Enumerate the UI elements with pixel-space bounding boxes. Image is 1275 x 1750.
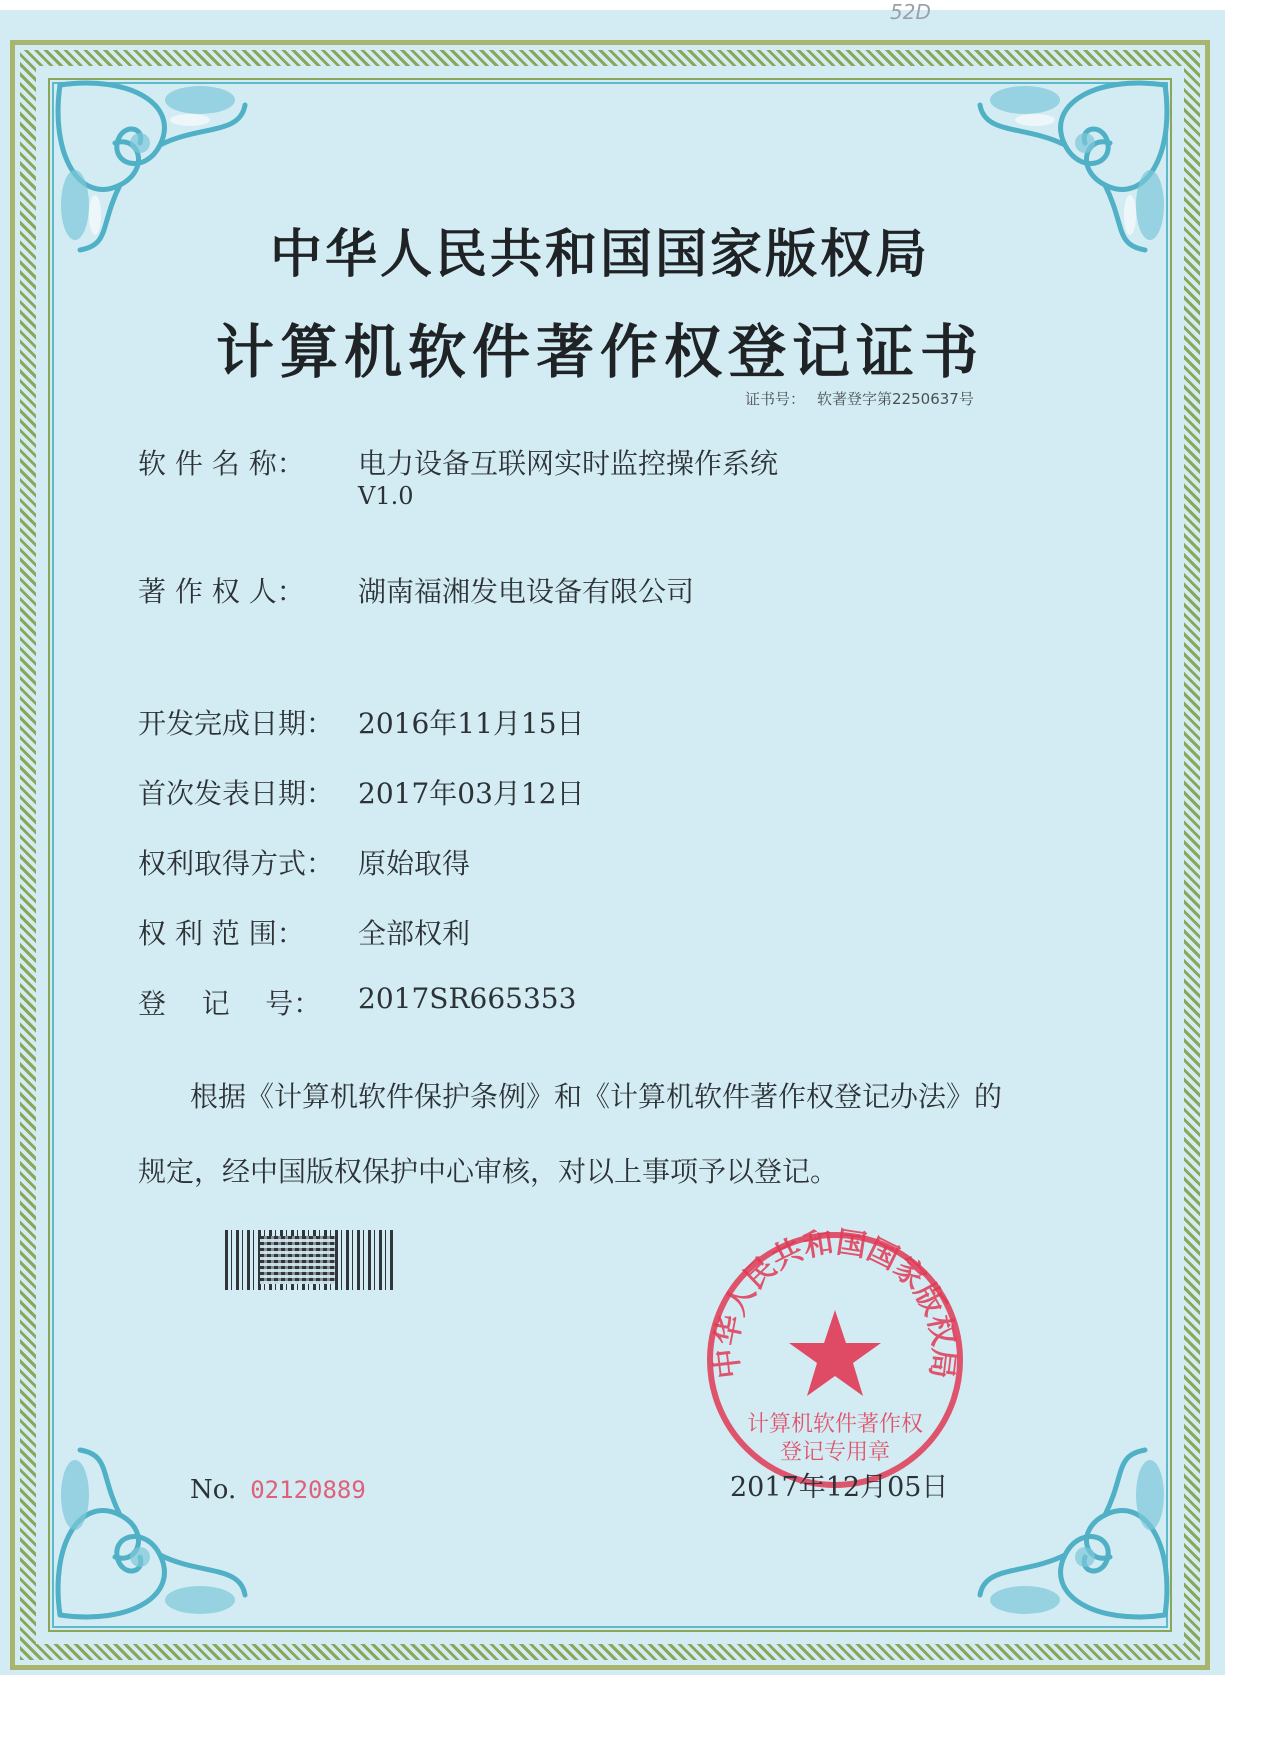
field-first-publication-date [138,772,585,812]
statement-line-2: 规定，经中国版权保护中心审核，对以上事项予以登记。 [138,1155,839,1188]
svg-text:登记专用章: 登记专用章 [779,1440,891,1465]
serial-number-label: No. [190,1475,237,1505]
official-seal [700,1225,970,1495]
field-value: 2017SR665353 [358,982,577,1015]
field-value: 2016年11月15日 [358,707,585,740]
field-value: 2017年03月12日 [358,777,585,810]
certificate-sheet [0,10,1225,1675]
statement-line-1: 根据《计算机软件保护条例》和《计算机软件著作权登记办法》的 [190,1080,1003,1113]
corner-ornament-bottom-right [965,1445,1185,1635]
field-rights-scope [138,912,470,952]
certificate-title: 计算机软件著作权登记证书 [215,318,984,386]
handwritten-mark: 52D [890,0,931,24]
certificate-number-label: 证书号： [745,390,806,408]
field-label: 开发完成日期： [138,707,335,740]
corner-ornament-bottom-left [40,1445,260,1635]
certificate-number [745,388,974,409]
serial-number-value: 02120889 [250,1476,366,1504]
field-acquisition-method [138,842,470,882]
field-label: 登 记 号： [138,987,322,1020]
field-value: 电力设备互联网实时监控操作系统 V1.0 [358,447,779,510]
field-value: 全部权利 [358,917,471,950]
serial-number [190,1475,366,1505]
field-label: 权 利 范 围： [138,917,305,950]
field-registration-no [138,982,576,1022]
barcode [225,1230,395,1290]
issuer-title: 中华人民共和国国家版权局 [269,224,930,285]
field-label: 权利取得方式： [138,847,335,880]
field-label: 首次发表日期： [138,777,335,810]
field-value: 湖南福湘发电设备有限公司 [358,575,695,608]
field-label: 软 件 名 称： [138,447,305,480]
svg-text:中华人民共和国国家版权局: 中华人民共和国国家版权局 [709,1225,961,1381]
issue-date: 2017年12月05日 [730,1472,949,1503]
svg-text:计算机软件著作权: 计算机软件著作权 [746,1412,924,1437]
certificate-number-value: 软著登字第2250637号 [817,390,974,408]
qr-code [260,1236,335,1284]
field-software-name [138,442,778,510]
field-copyright-owner [138,570,694,610]
field-label: 著 作 权 人： [138,575,305,608]
field-value: 原始取得 [358,847,471,880]
field-completion-date [138,702,585,742]
